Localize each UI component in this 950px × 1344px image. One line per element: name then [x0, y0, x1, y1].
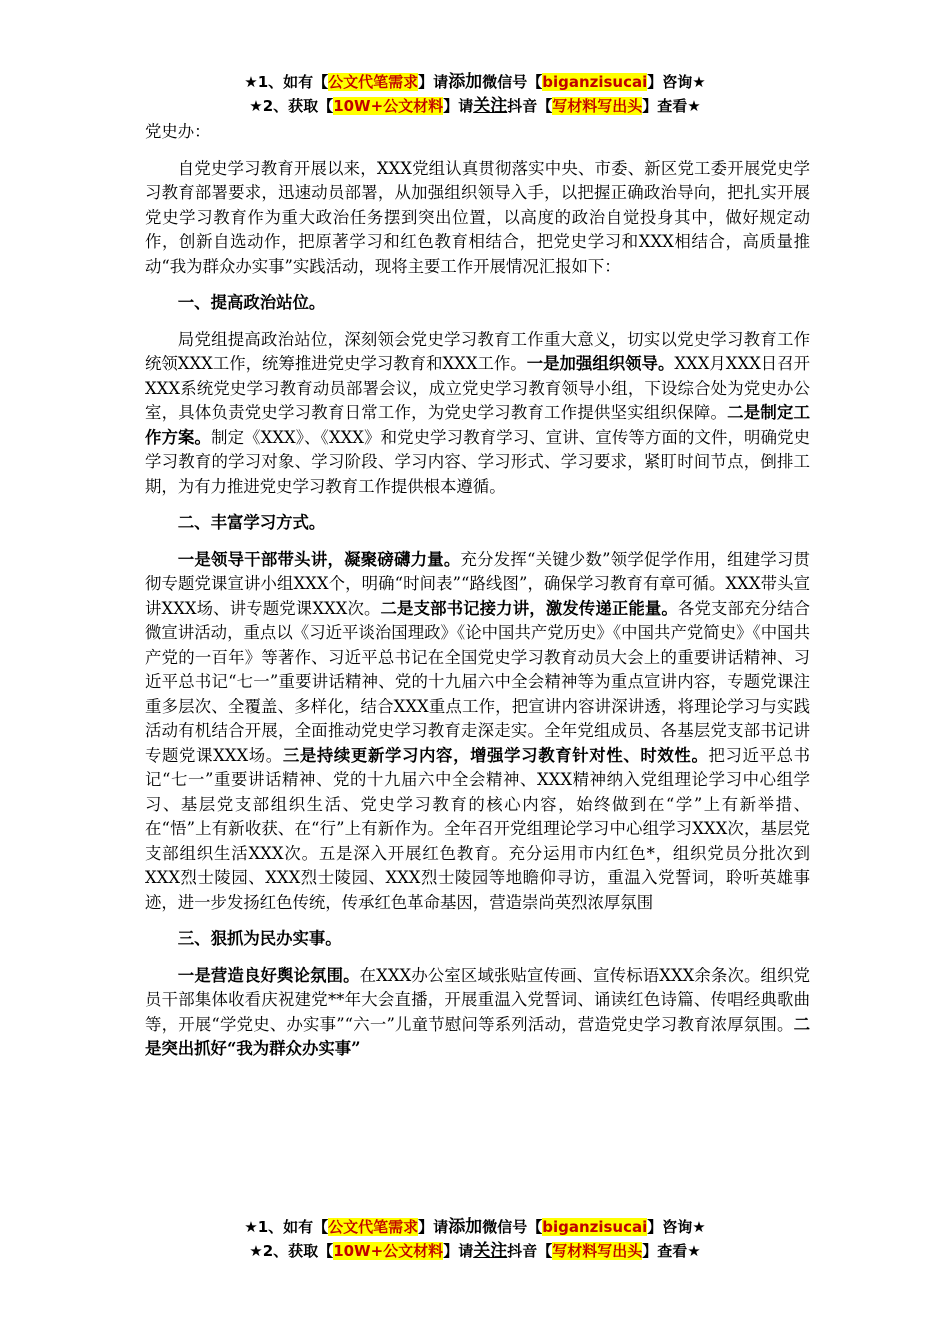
banner-highlight: biganzisucai — [542, 73, 648, 91]
bold-lead: 二是突出抓好“我为群众办实事” — [145, 1014, 810, 1058]
banner-line-2 — [0, 94, 950, 118]
banner-highlight: 公文代笔需求 — [328, 1218, 419, 1236]
banner-text: 】咨询★ — [647, 73, 706, 91]
footer-line-2 — [0, 1239, 950, 1263]
body-text: 把习近平总书记“七一”重要讲话精神、党的十九届六中全会精神、XXX精神纳入党组理论学习中心组学习、基层党支部组织生活、党史学习教育的核心内容，始终做到在“学”上有新举措、在“悟”上有新收获、在“行”上有新作为。全年召开党组理论学习中心组学习XXX次，基层党支部组织生活XXX次。五是深入开展红色教育。充分运用市内红色*，组织党员分批次到XXX烈士陵园、XXX烈士陵园、XXX烈士陵园等地瞻仰寻访，重温入党誓词，聆听英雄事迹，进一步发扬红色传统，传承红色革命基因，营造崇尚英烈浓厚氛围 — [145, 745, 811, 912]
banner-text: 】请 — [443, 1242, 474, 1260]
banner-text: ★1、如有【 — [244, 1218, 329, 1236]
banner-text: 抖音【 — [507, 97, 553, 115]
banner-highlight: 10W+公文材料 — [333, 1242, 444, 1260]
header-banner — [0, 70, 950, 118]
banner-highlight: 写材料写出头 — [552, 1242, 643, 1260]
body-text: 充分发挥“关键少数”领学促学作用，组建学习贯彻专题党课宣讲小组XXX个，明确“时间表”“路线图”，确保学习教育有章可循。XXX带头宣讲XXX场、讲专题党课XXX次。 — [145, 549, 811, 618]
banner-text: 】查看★ — [642, 97, 701, 115]
banner-text: 】请 — [418, 73, 449, 91]
section-3-paragraph — [145, 964, 810, 1062]
banner-text: ★2、获取【 — [249, 1242, 334, 1260]
intro-paragraph: 自党史学习教育开展以来，XXX党组认真贯彻落实中央、市委、新区党工委开展党史学习教育部署要求，迅速动员部署，从加强组织领导入手，以把握正确政治导向，把扎实开展党史学习教育作为重大政治任务摆到突出位置，以高度的政治自觉投身其中，做好规定动作，创新自选动作，把原著学习和红色教育相结合，把党史学习和XXX相结合，高质量推动“我为群众办实事”实践活动，现将主要工作开展情况汇报如下： — [145, 158, 810, 276]
banner-highlight: 10W+公文材料 — [333, 97, 444, 115]
banner-text: 】请 — [443, 97, 474, 115]
banner-text: ★2、获取【 — [249, 97, 334, 115]
section-heading-2: 二、丰富学习方式。 — [177, 513, 326, 532]
footer-line-1 — [0, 1215, 950, 1239]
footer-banner — [0, 1215, 950, 1263]
section-2-paragraph — [145, 548, 810, 916]
section-1-paragraph — [145, 328, 810, 500]
bold-lead: 二是制定工作方案。 — [145, 403, 811, 447]
banner-emphasis: 添加 — [448, 1217, 483, 1237]
banner-text: 微信号【 — [482, 73, 543, 91]
banner-line-1 — [0, 70, 950, 94]
banner-highlight: 公文代笔需求 — [328, 73, 419, 91]
bold-lead: 一是加强组织领导。 — [526, 354, 675, 373]
body-text: 局党组提高政治站位，深刻领会党史学习教育工作重大意义，切实以党史学习教育工作统领XXX工作，统筹推进党史学习教育和XXX工作。 — [145, 329, 810, 373]
section-heading-3: 三、狠抓为民办实事。 — [177, 929, 342, 948]
banner-text: 】查看★ — [642, 1242, 701, 1260]
banner-highlight: biganzisucai — [542, 1218, 648, 1236]
banner-text: 抖音【 — [507, 1242, 553, 1260]
salutation: 党史办： — [145, 122, 211, 141]
bold-lead: 三是持续更新学习内容，增强学习教育针对性、时效性。 — [282, 745, 709, 765]
banner-emphasis: 关注 — [473, 96, 508, 116]
body-text: XXX月XXX日召开XXX系统党史学习教育动员部署会议，成立党史学习教育领导小组，下设综合处为党史办公室，具体负责党史学习教育日常工作，为党史学习教育工作提供坚实组织保障。 — [145, 354, 811, 422]
document-body — [145, 120, 810, 1074]
banner-text: 】请 — [418, 1218, 449, 1236]
banner-text: ★1、如有【 — [244, 73, 329, 91]
banner-emphasis: 添加 — [448, 72, 483, 92]
bold-lead: 一是领导干部带头讲，凝聚磅礴力量。 — [177, 549, 461, 569]
banner-text: 】咨询★ — [647, 1218, 706, 1236]
body-text: 在XXX办公室区域张贴宣传画、宣传标语XXX余条次。组织党员干部集体收看庆祝建党**年大会直播，开展重温入党誓词、诵读红色诗篇、传唱经典歌曲等，开展“学党史、办实事”“六一”儿童节慰问等系列活动，营造党史学习教育浓厚氛围。 — [145, 965, 811, 1034]
bold-lead: 一是营造良好舆论氛围。 — [177, 965, 360, 985]
banner-emphasis: 关注 — [473, 1241, 508, 1261]
body-text: 制定《XXX》、《XXX》和党史学习教育学习、宣讲、宣传等方面的文件，明确党史学习教育的学习对象、学习阶段、学习内容、学习形式、学习要求，紧盯时间节点，倒排工期，为有力推进党史学习教育工作提供根本遵循。 — [145, 427, 810, 496]
bold-lead: 二是支部书记接力讲，激发传递正能量。 — [380, 598, 678, 618]
section-heading-1: 一、提高政治站位。 — [177, 293, 326, 312]
banner-text: 微信号【 — [482, 1218, 543, 1236]
body-text: 各党支部充分结合微宣讲活动，重点以《习近平谈治国理政》《论中国共产党历史》《中国共产党简史》《中国共产党的一百年》等著作、习近平总书记在全国党史学习教育动员大会上的重要讲话精神、习近平总书记“七一”重要讲话精神、党的十九届六中全会精神等为重点宣讲内容，专题党课注重多层次、全覆盖、多样化，结合XXX重点工作，把宣讲内容讲深讲透，将理论学习与实践活动有机结合开展，全面推动党史学习教育走深走实。全年党组成员、各基层党支部书记讲专题党课XXX场。 — [145, 598, 811, 765]
banner-highlight: 写材料写出头 — [552, 97, 643, 115]
